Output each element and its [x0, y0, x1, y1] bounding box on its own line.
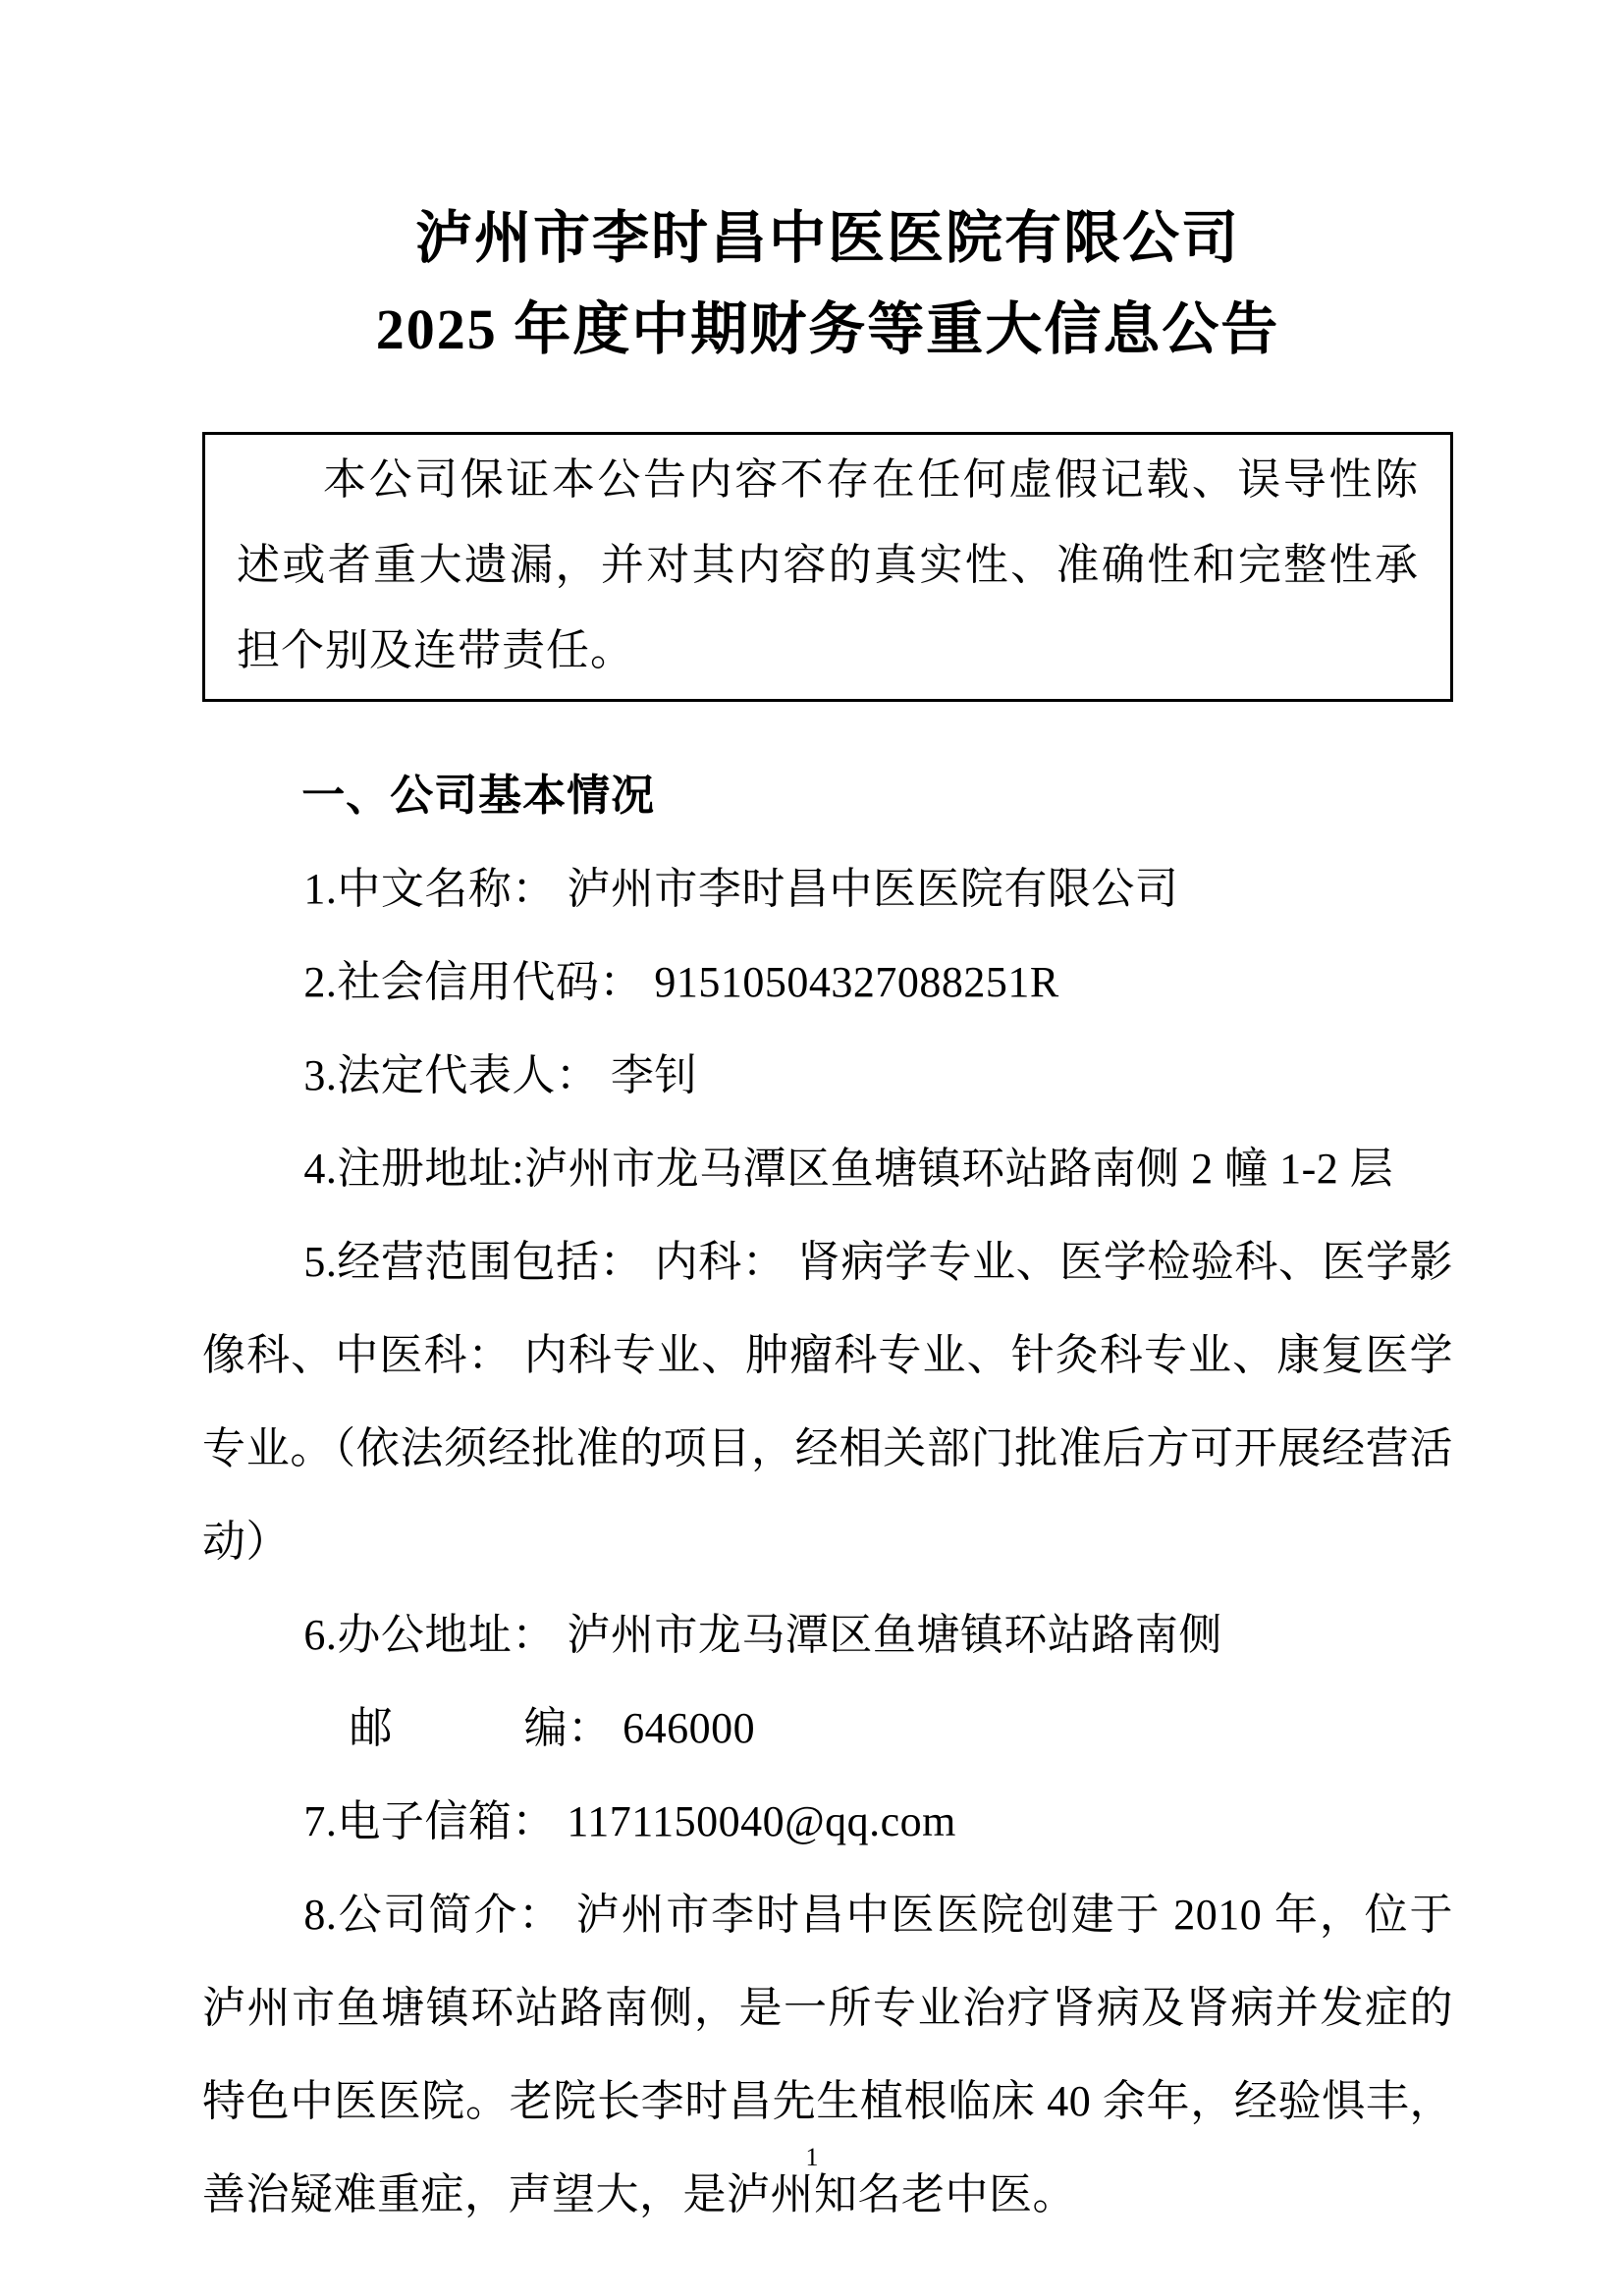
page-number: 1: [805, 2143, 819, 2171]
item-credit-code: 2.社会信用代码： 91510504327088251R: [303, 958, 1059, 1006]
item-registered-address: 4.注册地址:泸州市龙马潭区鱼塘镇环站路南侧 2 幢 1-2 层: [303, 1145, 1394, 1193]
item-office-address: 6.办公地址： 泸州市龙马潭区鱼塘镇环站路南侧: [303, 1611, 1222, 1659]
disclaimer-text: 本公司保证本公告内容不存在任何虚假记载、误导性陈述或者重大遗漏，并对其内容的真实性、准确性和完整性承担个别及连带责任。: [237, 455, 1419, 674]
item-company-profile: 8.公司简介： 泸州市李时昌中医医院创建于 2010 年，位于泸州市鱼塘镇环站路南侧，是一所专业治疗肾病及肾病并发症的特色中医医院。老院长李时昌先生植根临床 40 余年，经验惧丰，善治疑难重症，声望大，是泸州知名老中医。: [202, 1891, 1453, 2218]
document-title-line1: 泸州市李时昌中医医院有限公司: [414, 206, 1240, 270]
item-email: 7.电子信箱： 1171150040@qq.com: [303, 1797, 956, 1845]
item-chinese-name: 1.中文名称： 泸州市李时昌中医医院有限公司: [303, 865, 1179, 913]
item-legal-representative: 3.法定代表人： 李钊: [303, 1051, 698, 1099]
disclaimer-box: [202, 432, 1453, 702]
item-postal-code: 邮 编： 646000: [349, 1704, 756, 1752]
document-title: [202, 192, 1453, 375]
document-title-line2: 2025 年度中期财务等重大信息公告: [375, 297, 1280, 361]
item-business-scope: 5.经营范围包括： 内科： 肾病学专业、医学检验科、医学影像科、中医科： 内科专业、肿瘤科专业、针灸科专业、康复医学专业。（依法须经批准的项目，经相关部门批准后方可开展经营活动）: [202, 1238, 1453, 1566]
section-heading-basic-info: 一、公司基本情况: [301, 772, 656, 820]
